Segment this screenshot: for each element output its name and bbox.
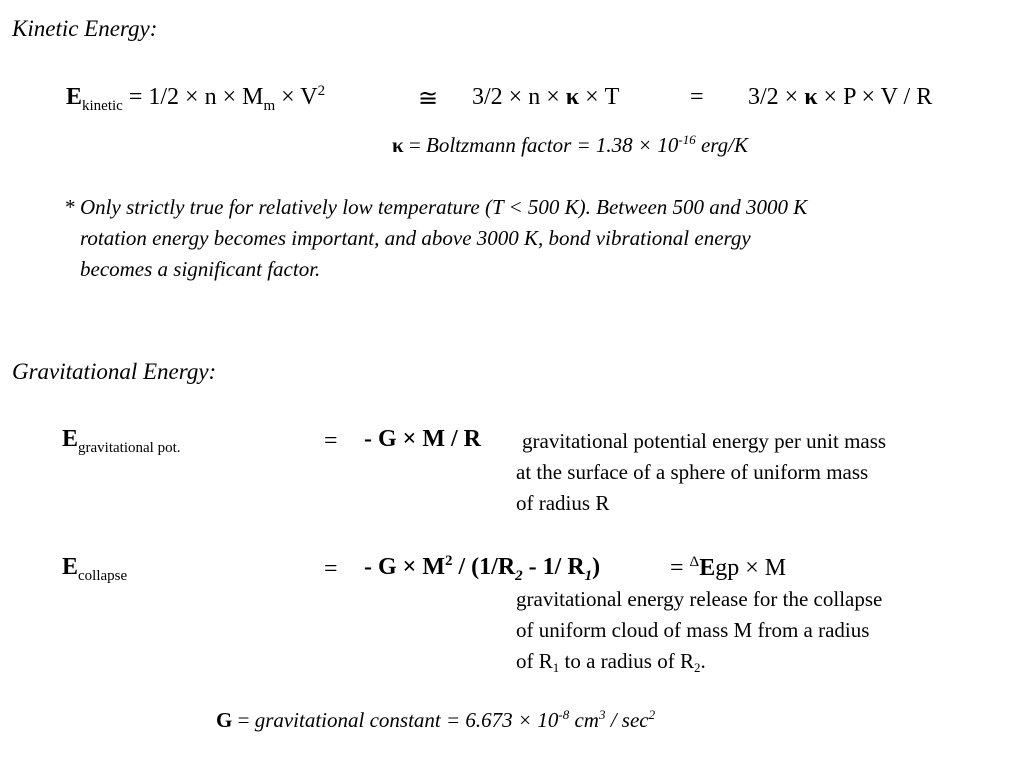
kinetic-E-subscript: kinetic [82, 98, 123, 114]
boltzmann-definition [392, 133, 748, 158]
kinetic-E-symbol: E [66, 84, 83, 110]
grav-pot-E: E [62, 426, 79, 452]
grav-collapse-f3: - 1/ R [522, 554, 585, 580]
grav-collapse-description [516, 584, 1016, 679]
grav-pot-equals: = [324, 428, 338, 454]
kinetic-note-line1: Only strictly true for relatively low temperature (T < 500 K). Between 500 and 3000 K [80, 195, 808, 219]
grav-collapse-E-sub: collapse [78, 568, 128, 584]
grav-collapse-rhs-rest: gp × M [715, 555, 787, 581]
G-eq: = [232, 708, 255, 732]
grav-collapse-desc-line3-b: to a radius of R [559, 649, 694, 673]
grav-collapse-desc-line1: gravitational energy release for the collapse [516, 587, 883, 611]
kinetic-term2-a: 3/2 × n × [472, 84, 566, 110]
grav-collapse-f3-sub: 1 [584, 568, 593, 584]
boltzmann-unit: erg/K [695, 133, 749, 157]
grav-collapse-formula [364, 553, 601, 584]
boltzmann-exponent: -16 [678, 132, 696, 147]
kinetic-term3-b: × P × V / R [817, 84, 933, 110]
grav-collapse-desc-line3-a: of R [516, 649, 553, 673]
grav-collapse-desc-sub1: 1 [552, 660, 560, 675]
kinetic-note [80, 192, 807, 285]
grav-collapse-rhs-E: E [699, 555, 716, 581]
grav-pot-desc-line1: gravitational potential energy per unit mass [522, 429, 887, 453]
G-unit-a: cm [569, 708, 599, 732]
grav-collapse-equals: = [324, 556, 338, 582]
approx-symbol: ≅ [418, 86, 439, 112]
grav-collapse-desc-line2: of uniform cloud of mass M from a radius [516, 618, 870, 642]
gravitational-energy-heading: Gravitational Energy: [12, 359, 217, 384]
boltzmann-kappa: κ [392, 133, 404, 157]
kinetic-term1-sub: m [263, 98, 276, 114]
grav-collapse-f2-sub: 2 [515, 568, 523, 584]
grav-pot-label [62, 426, 181, 456]
kinetic-term3-a: 3/2 × [748, 84, 805, 110]
grav-pot-desc-line2: at the surface of a sphere of uniform mass [516, 460, 869, 484]
kinetic-term2-b: × T [579, 84, 620, 110]
boltzmann-eq: = [403, 133, 427, 157]
grav-collapse-desc-line3-c: . [700, 649, 706, 673]
G-unit-sup2: 2 [648, 707, 656, 722]
grav-collapse-label [62, 554, 128, 584]
kappa-symbol-2: κ [804, 84, 818, 110]
grav-collapse-E: E [62, 554, 79, 580]
gravitational-constant-definition [216, 708, 655, 733]
G-unit-b: / sec [605, 708, 649, 732]
equals-symbol: = [690, 84, 704, 110]
grav-collapse-f1: - G × M [364, 554, 445, 580]
delta-symbol: Δ [689, 554, 700, 570]
G-exponent: -8 [558, 707, 570, 722]
kinetic-energy-equation [66, 83, 326, 114]
grav-collapse-rhs-eq: = [670, 555, 690, 581]
kinetic-note-line3: becomes a significant factor. [80, 257, 321, 281]
grav-pot-description [516, 426, 1016, 519]
kinetic-energy-heading: Kinetic Energy: [12, 16, 158, 41]
grav-collapse-f1-sup: 2 [445, 553, 453, 569]
G-symbol: G [216, 708, 233, 732]
grav-collapse-f4: ) [592, 554, 601, 580]
kinetic-term1: = 1/2 × n × M [128, 84, 264, 110]
grav-pot-desc-line3: of radius R [516, 491, 610, 515]
kinetic-note-line2: rotation energy becomes important, and above 3000 K, bond vibrational energy [80, 226, 751, 250]
kinetic-term1-sup: 2 [317, 83, 326, 99]
G-text: gravitational constant = 6.673 × 10 [254, 708, 559, 732]
grav-pot-formula: - G × M / R [364, 426, 481, 452]
kinetic-term1-end: × V [275, 84, 318, 110]
kinetic-note-star: * [64, 195, 75, 219]
kinetic-term2 [472, 84, 619, 111]
grav-collapse-desc-line3 [516, 646, 1016, 679]
kappa-symbol: κ [565, 84, 580, 110]
kinetic-term3 [748, 84, 932, 111]
grav-collapse-f2: / (1/R [452, 554, 516, 580]
grav-collapse-rhs [670, 555, 786, 582]
grav-collapse-desc-sub2: 2 [693, 660, 701, 675]
G-unit-sup: 3 [598, 707, 606, 722]
grav-pot-E-sub: gravitational pot. [78, 440, 181, 456]
boltzmann-text: Boltzmann factor = 1.38 × 10 [426, 133, 679, 157]
